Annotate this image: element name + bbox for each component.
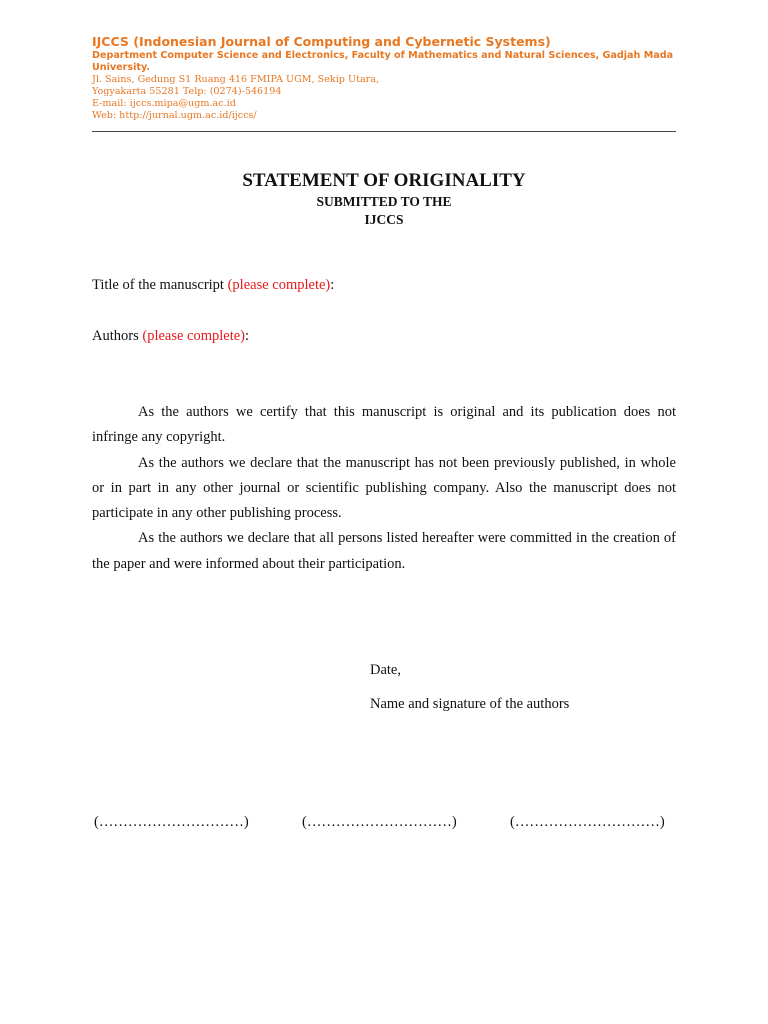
signature-slot-1: (…………………………) — [94, 814, 249, 830]
email-line: E-mail: ijccs.mipa@ugm.ac.id — [92, 98, 236, 109]
statement-body — [92, 400, 676, 577]
paragraph-originality: As the authors we certify that this manuscript is original and its publication does not infringe any copyright. — [92, 404, 676, 446]
web-line: Web: http://jurnal.ugm.ac.id/ijccs/ — [92, 110, 257, 121]
header-divider — [92, 131, 676, 132]
authors-label: Authors — [92, 328, 143, 344]
address-line-1: Jl. Sains, Gedung S1 Ruang 416 FMIPA UGM, Sekip Utara, — [92, 74, 380, 85]
manuscript-title-label: Title of the manuscript — [92, 277, 228, 293]
authors-colon: : — [245, 328, 250, 344]
paragraph-not-published: As the authors we declare that the manuscript has not been previously published, in whole or in part in any other journal or scientific publishing company. Also the manuscript does not participate in any other publishing process. — [92, 454, 676, 522]
signature-slot-2: (…………………………) — [302, 814, 457, 830]
manuscript-title-field — [92, 277, 334, 294]
department-name: Department Computer Science and Electronics, Faculty of Mathematics and Natural Sciences, Gadjah Mada University. — [92, 50, 674, 73]
authors-hint: (please complete) — [142, 328, 246, 344]
address-line-2: Yogyakarta 55281 Telp: (0274)-546194 — [92, 86, 282, 97]
signature-slot-3: (…………………………) — [510, 814, 665, 830]
subtitle-line-1: SUBMITTED TO THE — [316, 194, 452, 209]
journal-name: IJCCS (Indonesian Journal of Computing and Cybernetic Systems) — [92, 34, 551, 49]
authors-field — [92, 328, 249, 345]
document-title: STATEMENT OF ORIGINALITY — [242, 170, 526, 191]
manuscript-title-colon: : — [330, 277, 335, 293]
paragraph-participation: As the authors we declare that all persons listed hereafter were committed in the creation of the paper and were informed about their participation. — [92, 530, 676, 572]
date-label: Date, — [370, 662, 401, 678]
manuscript-title-hint: (please complete) — [227, 277, 331, 293]
journal-header — [92, 34, 676, 122]
subtitle-line-2: IJCCS — [364, 212, 404, 227]
signature-label: Name and signature of the authors — [370, 696, 570, 712]
